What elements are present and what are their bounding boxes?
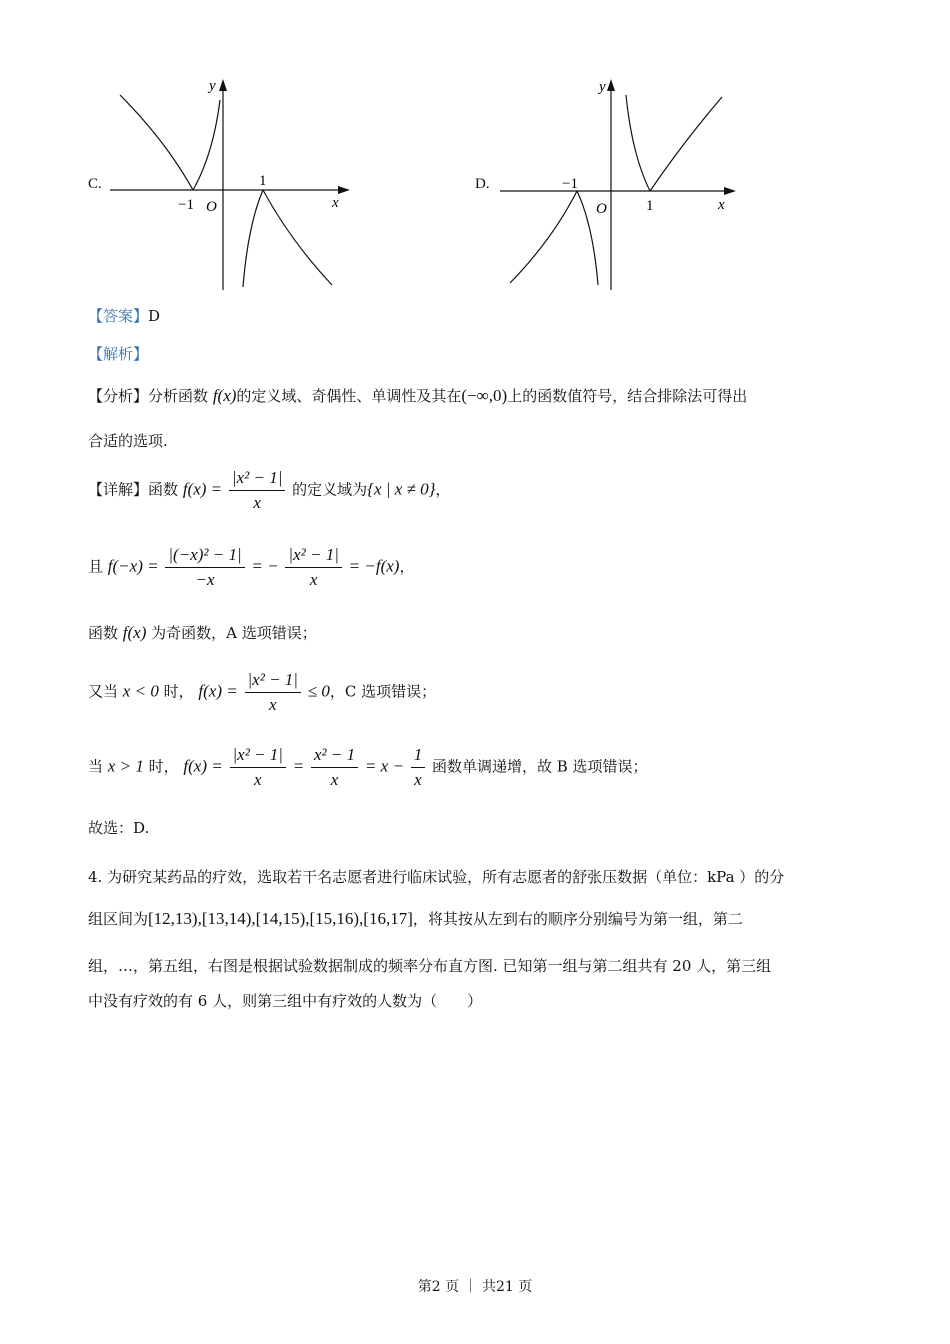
detail-l4-fx: f(x) = — [198, 681, 238, 701]
detail-l1-num: |x² − 1| — [229, 468, 285, 491]
detail-l5-a: 当 — [88, 757, 104, 776]
graph-d-tick-pos: 1 — [646, 198, 654, 214]
page-footer: 第2 页 ｜ 共21 页 — [417, 1279, 533, 1295]
detail-l5-b: 时， — [148, 757, 179, 776]
detail-l2-end: ， — [399, 557, 415, 576]
detail-l4-cond: x < 0 — [122, 681, 159, 701]
detail-l5-eq: = — [292, 756, 305, 776]
detail-l6: 故选：D. — [88, 819, 150, 837]
detail-l5-fx: f(x) = — [183, 756, 223, 776]
detail-l5-den1: x — [253, 770, 262, 789]
graph-d-y-label: y — [599, 79, 606, 95]
detail-l1-a: 函数 — [148, 480, 179, 499]
detail-l2-lhs: f(−x) = — [107, 556, 159, 576]
detail-l4-c: ，C 选项错误； — [329, 682, 437, 701]
graph-d-curve-right-outer — [650, 97, 722, 191]
detail-l4-b: 时， — [163, 682, 194, 701]
fenxi-tag: 【分析】 — [88, 387, 149, 405]
detail-l2-den1: −x — [195, 570, 215, 589]
detail-l5-num3: 1 — [411, 745, 426, 768]
detail-l4-a: 又当 — [88, 682, 119, 701]
detail-l1-b: 的定义域为 — [292, 480, 368, 499]
question4-line-3 — [88, 955, 771, 976]
detail-tag: 【详解】 — [88, 480, 149, 499]
detail-l5-eq2: = x − — [364, 756, 404, 776]
graph-c-tick-pos: 1 — [259, 173, 267, 189]
graph-d-x-arrow — [724, 187, 736, 195]
graph-c-x-label: x — [332, 195, 339, 211]
analysis-tag: 【解析】 — [88, 345, 149, 363]
detail-line-4 — [88, 670, 436, 715]
graph-d-svg — [500, 75, 760, 295]
graph-c-curve-right-outer — [263, 190, 332, 285]
detail-l1-end: ， — [435, 480, 451, 499]
fenxi-line-1 — [88, 385, 747, 406]
detail-l1-den: x — [253, 493, 261, 512]
fenxi-text-c: 上的函数值符号，结合排除法可得出 — [507, 387, 748, 405]
detail-l2-den2: x — [309, 570, 318, 589]
graph-c-svg — [110, 75, 370, 295]
detail-l4-fraction — [245, 670, 301, 715]
detail-l2-fraction-1 — [165, 545, 244, 590]
detail-l5-fraction-2 — [311, 745, 358, 790]
graph-c-x-arrow — [338, 186, 350, 194]
graph-d-curve-left-inner — [577, 191, 598, 285]
question4-line-4 — [88, 990, 482, 1011]
fenxi-text-d: 合适的选项. — [88, 432, 168, 450]
detail-l4-rel: ≤ 0 — [307, 681, 330, 701]
graph-c-y-label: y — [209, 78, 216, 94]
detail-l2-rhs: = −f(x) — [348, 556, 400, 576]
graph-c-origin-label: O — [206, 199, 217, 215]
detail-line-1 — [88, 468, 450, 513]
detail-l3-b: 为奇函数，A 选项错误； — [151, 624, 317, 642]
detail-l5-num2: x² − 1 — [311, 745, 358, 768]
analysis-heading — [88, 343, 148, 364]
question4-l2-a: 组区间为 — [88, 910, 149, 928]
graph-c-curve-left-inner — [193, 100, 220, 190]
detail-l3-fx: f(x) — [122, 623, 147, 642]
detail-l2-mid: = − — [251, 556, 279, 576]
fenxi-line-2 — [88, 430, 168, 451]
fenxi-text-b: 的定义域、奇偶性、单调性及其在 — [236, 387, 462, 405]
graph-c-curve-left-outer — [120, 95, 193, 190]
graph-d-origin-label: O — [596, 201, 607, 217]
answer-value: D — [148, 307, 161, 325]
fenxi-interval: (−∞,0) — [461, 386, 508, 405]
detail-line-6 — [88, 817, 149, 838]
detail-l2-num2: |x² − 1| — [285, 545, 341, 568]
question4-line-1 — [88, 866, 784, 887]
detail-l1-set: {x | x ≠ 0} — [367, 479, 436, 499]
answer-tag: 【答案】 — [88, 307, 149, 325]
detail-l2-num1: |(−x)² − 1| — [165, 545, 244, 568]
detail-l5-fraction-1 — [230, 745, 286, 790]
graph-d-tick-neg: −1 — [562, 176, 578, 192]
graph-c-curve-right-inner — [243, 190, 263, 287]
detail-l3-a: 函数 — [88, 624, 119, 642]
graph-option-c — [110, 75, 370, 295]
question4-intervals: [12,13),[13,14),[14,15),[15,16),[16,17] — [148, 909, 413, 928]
graph-c-tick-neg: −1 — [178, 197, 194, 213]
detail-l5-den3: x — [414, 770, 422, 789]
answer-line — [88, 305, 160, 326]
detail-l4-den: x — [268, 695, 277, 714]
detail-l5-fraction-3 — [411, 745, 426, 790]
detail-line-2 — [88, 545, 414, 590]
detail-l5-cond: x > 1 — [107, 756, 144, 776]
detail-line-5 — [88, 745, 648, 790]
graph-d-curve-right-inner — [626, 95, 650, 191]
detail-l5-den2: x — [330, 770, 339, 789]
option-c-label: C. — [88, 176, 102, 192]
detail-l5-c: 函数单调递增，故 B 选项错误； — [431, 757, 648, 776]
detail-l2-fraction-2 — [285, 545, 341, 590]
question4-l1: 4. 为研究某药品的疗效，选取若干名志愿者进行临床试验，所有志愿者的舒张压数据（单位：kPa ）的分 — [88, 868, 785, 886]
fenxi-text-a: 分析函数 — [148, 387, 209, 405]
detail-l1-fx: f(x) = — [182, 479, 223, 499]
graph-d-y-arrow — [607, 79, 615, 91]
graph-c-y-arrow — [219, 79, 227, 91]
detail-l2-a: 且 — [88, 557, 104, 576]
fenxi-fx: f(x) — [212, 386, 237, 405]
graph-d-x-label: x — [718, 197, 725, 213]
graph-option-d — [500, 75, 760, 295]
detail-l1-fraction — [229, 468, 285, 513]
option-d-label: D. — [475, 176, 490, 192]
question4-l2-b: ，将其按从左到右的顺序分别编号为第一组，第二 — [412, 910, 743, 928]
detail-line-3 — [88, 622, 317, 643]
question4-l4: 中没有疗效的有 6 人，则第三组中有疗效的人数为（ ） — [88, 992, 483, 1010]
graph-d-curve-left-outer — [510, 191, 577, 283]
detail-l5-num1: |x² − 1| — [230, 745, 286, 768]
question4-l3: 组，…，第五组，右图是根据试验数据制成的频率分布直方图. 已知第一组与第二组共有 20 人，第三组 — [88, 957, 772, 975]
detail-l4-num: |x² − 1| — [245, 670, 301, 693]
question4-line-2 — [88, 908, 743, 929]
